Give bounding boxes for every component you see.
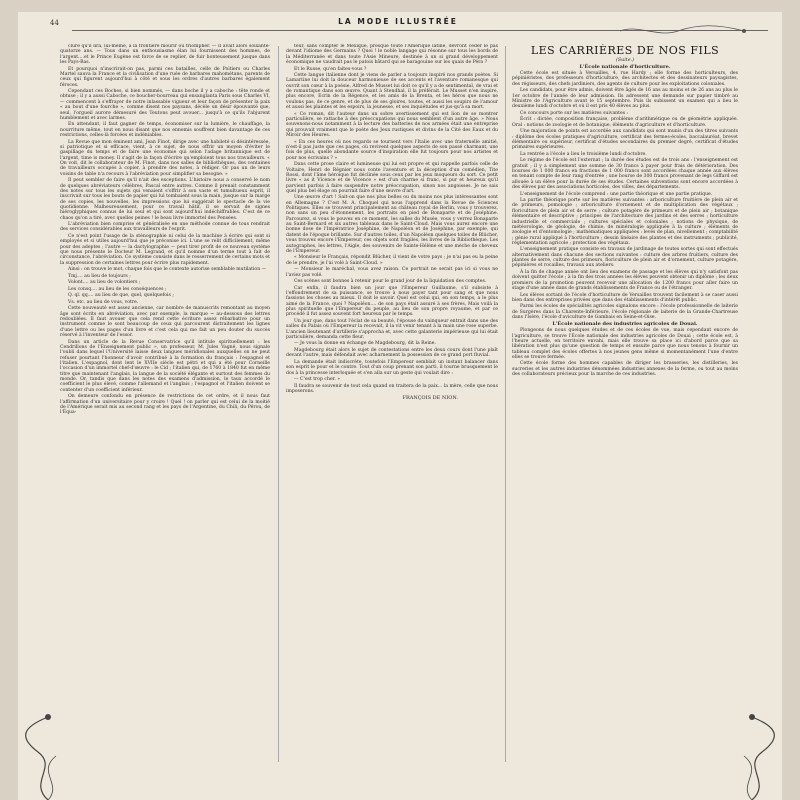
article-paragraph: Et le Russe, qu'en faites-vous ?	[294, 66, 367, 72]
article-paragraph: Vs. etc. au lieu de vous, votre.	[68, 299, 139, 305]
article-paragraph: Ainsi : on trouve le mot, chaque fois que le contexte autorise semblable mutilation —	[68, 267, 267, 273]
article-paragraph: L'enseignement pratique consiste en travaux de jardinage de toutes sortes qui sont effectués alternativement dans chacune des sections suivantes : culture des arbres fruitiers, culture des plantes de serre, culture des primeurs, floriculture de plein air et d'ornement, culture potagère, pépinières et rocailles, travaux aux ateliers.	[512, 247, 738, 269]
article-paragraph: La rentrée a l'école a lieu le troisième lundi d'octobre.	[520, 151, 647, 157]
article-paragraph: Cette nouveauté est assez ancienne, car nombre de manuscrits remontant au moyen âge sont écrits en abréviation, avec par exemple, la marque ~ au-dessous des lettres redoublées. Il faut avouer que cela rend cette écriture assez rébarbative pour un instrument comme le sont beaucoup de ceux qui parcourent distraitement les lignes d'une lettre ou les pages d'un livre et c'est cela qui me fait un peu douter du succès réservé à l'inventeur de l'essor.	[60, 306, 270, 339]
article-paragraph: Magdebourg était alors le sujet de contestations entre les deux cours dont l'une plaît devant l'autre, mais défendait avec acharnement la possession de ce grand port fluvial.	[286, 348, 498, 359]
article-paragraph: Car enfin, il faudra bien un jour que l'Empereur Guillaume, s'il subsiste à l'effondrement de sa puissance, se trouve à nous payer tant pour sang et que nous fassions les choses au mieux. Il doit le savoir. Quel est celui qui, en son temps, a le plus aimé de la France, quoi ? Napoléon.... de son pays était assuré à ses frères, Mais voilà la plus spirituelle que l'Empereur du peuple, au lieu de son propre royaume, et par ce procédé il fut assez souvent fort heureux par le temps.	[286, 285, 498, 318]
article-paragraph: « Monsieur le Français, répondit Blücher, il vient de votre pays ; je n'ai pas eu la peine de le prendre, je l'ai volé à Saint-Cloud. »	[286, 255, 498, 266]
article-paragraph: La demande était indiscrète, toutefois l'Empereur semblait un instant balancer dans son esprit le pour et le contre. Tout d'un coup prenant son parti, il tourne brusquement le dos à la princesse interloquée et s'en alla sur un geste qui voulait dire :	[286, 359, 498, 376]
article-paragraph: L'abréviation bien comprise et généralisée en une méthode connue de tous rendrait des services considérables aux travailleurs de l'esprit.	[60, 222, 270, 233]
article-paragraph: Les consq.... au lieu de les conséquences ;	[68, 286, 167, 292]
column-right	[512, 44, 738, 756]
article-title: LES CARRIÈRES DE NOS FILS	[530, 44, 720, 57]
article-paragraph: Cette école est située à Versailles, 4, rue Hardy ; elle forme des horticulteurs, des pépiniéristes, des professeurs d'horticulture, des architectes et des dessinateurs paysagistes, des régisseurs, des chefs jardiniers, des agents de culture pour les exploitations coloniales.	[512, 71, 738, 87]
column-divider-right	[505, 46, 506, 762]
article-paragraph: Cette langue italienne dont je viens de parler a toujours inspiré nos grands poètes. Si Lamartine lui doit la douceur harmonieuse de ses accents et l'aventure romanesque qui ouvrit son cœur à la poésie, Alfred de Musset lui doit ce qu'il y a de sentimental, de vrai et de romantique dans son œuvre. Quant à Stendhal, il la préférait. Le Musset n'en inspire, plus encore, Ecrin de la Régence, et les amis de la Brenta, et les héros que nous ne voulons pas, de ce genre, et de plus de ses gloires, toutes, et aussi les soupirs de l'amour et aussi les plaintes et les espoirs, la jeunesse, et ses inquiétudes et jus-qu'à sa mort.	[286, 73, 498, 111]
column-middle	[286, 44, 498, 766]
section-heading-horticulture: L'École nationale d'horticulture.	[579, 63, 671, 70]
article-paragraph: Q. ql. qq.... au lieu de que, quel, quelquefois ;	[68, 293, 174, 299]
article-suite-label: (Suite.)	[616, 58, 634, 63]
article-paragraph: Une œuvre d'art ! Sait-on que nos plus belles ou du moins nos plus intéressantes sont en Allemagne ? C'est M. A. Choquel qui nous l'apprend dans la Revue de Sciences Politiques. Elles se trouvent principalement au château royal de Berlin, vous y trouverez, non sans un peu d'étonnement, les portraits en pied de Bonaparte et de Joséphine. Parcourez, si vous le pouvez en ce moment, les salles du Musée, vous y verrez Bonaparte au Saint-Bernard et six autres tableaux dans le Saint-Cloud. Mais vous aurez encore une bonne dose de l'Impératrice Joséphine, de Napoléon et de Joséphine, par exemple, qui datent de l'époque brillante. Sur d'autres toiles, d'un Napoléon quelques toiles de Blücher, vous trouvez encore l'Empereur, ces objets sont fragiles, les livres de la Bibliothèque. Les autographes, les lettres, l'Aigle, des souvenirs de Sainte-Hélène et une mèche de cheveux de l'Empereur.	[286, 195, 498, 254]
article-paragraph: On demeure confondu en présence de restrictions de cet ordre, et il nous faut l'affirmation d'un universitaire pour y croire ! Quel ! on parler qui est celui de la moitié de l'Amérique serait mis au second rang et les pays de l'Argentine, du Chili, du Pérou, de l'Équa-	[60, 394, 270, 416]
article-paragraph: Les élèves sortant de l'école d'horticulture de Versailles trouvent facilement à se caser aussi bien dans des entreprises privées que dans des établissements d'intérêt public.	[512, 292, 738, 303]
article-paragraph: Ce n'est point l'usage de la sténographie ni celui de la machine à écrire qui sont si employés et si utiles aujourd'hui que je préconise ici. L'une se relit difficilement, même pour des adeptes ; l'autre — la dactylographie — peut tirer profit de ce nouveau système que nous présente le Docteur M. Legrand, et qu'il nomme d'un terme tout à fait de circonstance, l'abréviation. Ce système consiste dans le resserrement de certains mots et la suppression de certaines lettres pour écrire plus rapidement.	[60, 234, 270, 266]
section-heading-douai: L'École nationale des industries agricoles de Douai.	[552, 320, 698, 327]
article-paragraph: clure qu'il lira, lui-même, à la frontière mourir ou triompher. — Il avait alors soixante-quatorze ans. — Tous dans un enthousiasme élan lui fournissent des hommes, de l'argent....et le Prince Eugène est force de se replier, de fuir honteusement jusque dans les Pays-Bas.	[60, 44, 270, 66]
article-paragraph: « En ces heures où nos regards se tournent vers l'Italie avec une fraternelle amitié, n'est-il pas juste que ces pages, où revivent quelques aspects de son passé charmant, une fois de plus, quelle abondante source d'inspiration elle fut toujours pour nos artistes et pour nos écrivains ? »	[286, 139, 498, 161]
header-ornament-flourish	[618, 22, 748, 40]
column-left	[60, 44, 270, 756]
article-paragraph: Plongeons de nous quelques études et de ces écoles de vue, mais cependant encore de l'agriculture, se trouve l'École nationale des industries agricoles de Douai ; cette école est, à l'heure actuelle, en territoire envahi, mais elle trouve sa place ici d'abord parce que sa libération n'est plus qu'une question de temps et ensuite parce que nous tenons à fournir un tableau complet des écoles offertes à nos jeunes gens même si momentanément l'une d'entre elles se trouve fermée.	[512, 328, 738, 360]
article-paragraph: Ce concours porte sur les matières suivantes :	[520, 110, 629, 116]
article-paragraph: Cette école forme des hommes capables de diriger les brasseries, les distilleries, les sucreries et les autres industries dénommées industries annexes de la ferme, ou tout au moins des collaborateurs précieux pour la marche de ces industries.	[512, 361, 738, 378]
article-paragraph: « Ce roman, dit l'auteur dans un sobre avertissement qui est lion de se montrer particulière, se rattache à des préoccupations qui nous semblent d'un autre âge. » Nous souvenons-nous notamment à la lecture des batteries de nos armées était une entreprise qui prouvait vraiment que le poète des Jeux rustiques et divins de la Cité des Eaux et du Miroir des Heures.	[286, 111, 498, 139]
article-paragraph: Il peut sembler de faire qu'il n'ait des exceptions. L'histoire nous a conservé le nom de quelques abréviateurs célèbres, Pascal entre autres. Comme il prenait constamment des notes sur tous les sujets qui venaient s'offrir à son vaste et tumultueux esprit, il inscrivait sur tous les bouts de papier qui lui tombaient sous la main, jusque sur la marge de ses copies, les nouvelles, les impressions que lui suggérait le spectacle de la vie quotidienne. Malheureusement, pour ce travail hâtif, il se servait de signes hiéroglyphiques connus de lui seul et qui sont aujourd'hui indéchiffrables. C'est de ce chaos qu'on a tiré, avec quelles peines ! le beau livre immortel des Pensées.	[60, 178, 270, 221]
article-paragraph: Ces scènes sont bonnes à retenir pour le grand jour de la liquidation des comptes.	[294, 279, 487, 285]
article-paragraph: Parmi les écoles de spécialités agricoles signalons encore : l'école professionnelle de laiterie de Surgères dans la Charente-Inférieure, l'école régionale de laiterie de la Grande-Chartreuse dans l'Isère, l'école d'aviculture de Gambais en Seine-et-Oise.	[512, 304, 738, 321]
article-paragraph: En attendant, il faut gagner de temps, économiser sur la lumière, le chauffage, la nourriture même, tout en nous disant que nos ennemis souffrent bien davantage de ces restrictions, celles-là forcées et indéniables.	[60, 122, 270, 139]
article-paragraph: La Revue que mon éminent ami, Jean Finot, dirige avec une habileté si désintéressée, si patriotique et si efficace, vient, à ce sujet, de nous offrir un moyen d'éviter le gaspillage du temps et de faire une économie qui selon l'adage britannique est de l'argent, time is money. Il s'agit de la façon d'écrire qu'emploient tous nos travailleurs. « On voit, dit le collaborateur de M. Finot, dans nos salles de bibliothèques, des centaines de travailleurs occupés à copier, à prendre des notes, à rédiger. Or pas un de leurs voisins de table n'a recours à l'abréviation pour simplifier sa besogne. »	[60, 139, 270, 177]
section-body-horticulture	[512, 71, 738, 320]
masthead: LA MODE ILLUSTRÉE	[338, 17, 458, 26]
article-paragraph: Dans cette prose claire et lumineuse qui lui est propre et qui rappelle parfois celle de Voltaire, Henri de Régnier nous conte l'aventure et la déception d'un comédien, Tite Rossi, dont l'âme héroïque fut déclinée sous ceux par les jeux moqueurs du sort. Ce petit livre « as it Vicence et de Vicence » est d'un charme si franc, si pur et heureux qu'il parvient parfois à faire suspendre notre préoccupation, sinon nos angoisses. Je ne sais quel plus bel éloge on pourrait faire d'une œuvre d'art.	[286, 162, 498, 194]
article-paragraph: — Monsieur le maréchal, vous avez raison. Ce portrait ne serait pas ici si vous ne l'aviez pas volé.	[286, 267, 498, 278]
article-paragraph: — C'est trop cher. »	[294, 377, 341, 383]
page-number: 44	[50, 19, 59, 27]
article-paragraph: L'enseignement de l'école comprend : une partie théorique et une partie pratique.	[520, 191, 713, 197]
corner-ornament-right	[722, 712, 782, 800]
article-paragraph: Cependant ces Boches, si bien nommés, — dans boche il y a caboche : tête ronde et obtuse ; il y a aussi Caboche, ce boucher-bourreau qui ensanglanta Paris sous Charles VI, — commencent à s'effrayer de notre inlassable vigueur et leur façon de présenter la paix « au bout d'une fourche », comme disent nos paysans, décèle un désir épouvanté que, seul, l'orgueil aurore démesuré des Teutons peut avouer... jusqu'à ce qu'ils l'abjurent humblement et avec larmes.	[60, 89, 270, 121]
article-paragraph: Tmj.... au lieu de toujours ;	[68, 273, 131, 279]
article-paragraph: Il faudra se souvenir de tout cela quand on traitera de la paix... la mère, celle que nous imposerons.	[286, 383, 498, 394]
article-paragraph: Volont.... au lieu de volontiers ;	[68, 280, 141, 286]
article-paragraph: Écrit : dictée, composition française, problème d'arithmétique ou de géométrie appliquée. Oral : notions de zoologie et de botanique, éléments d'agriculture et d'horticulture.	[512, 117, 738, 128]
article-paragraph: À la fin de chaque année ont lieu des examens de passage et les élèves qui n'y satisfont pas doivent quitter l'école ; à la fin des trois années les élèves peuvent obtenir un diplôme ; les deux premiers de la promotion peuvent recevoir une allocation de 1200 francs pour aller faire un stage d'une année dans de grands établissements de France ou de l'étranger.	[512, 269, 738, 291]
article-paragraph: Le régime de l'école est l'externat ; la durée des études est de trois ans : l'enseignement est gratuit ; il y a simplement une somme de 30 francs à payer pour frais de détérioration. Des bourses de 1 000 francs en fractions de 1 000 francs sont accordées chaque année aux élèves en tenant compte de leur rang d'entrée ; une bourse de 300 francs provenant de legs Giffard est allouée à un élève pour la durée de ses études. Certaines subventions sont encore accordées à des élèves par des associations horticoles, des villes, des départements.	[512, 158, 738, 191]
article-paragraph: Un jour que, dans tout l'éclat de sa beauté, l'épouse du vainqueur entrait dans une des salles du Palais où l'Empereur la recevait, il la vit venir tenant à la main une rose superbe. L'ancien lieutenant d'artillerie s'approcha et, avec cette galanterie impérieuse qui lui était particulière, demanda cette fleur.	[286, 318, 498, 340]
article-paragraph: Dans un article de la Revue Conservatrice qu'il intitule spirituellement : les Cendrillons de l'Enseignement public », un professeur, M. Jules Vagné, nous signale l'oubli dans lequel l'Université laisse deux langues méridionales auxquelles on ne peut refuser pourtant l'honneur d'avoir contribué à la formation du français : l'espagnol et l'italien. L'espagnol, dont lent le XVIIe siècle est pétri et qui a été pour Corneille l'occasion d'un immortel chef-d'œuvre : le Cid ; l'italien qui, de 1760 à 1840 fut en même titre que maintenant l'anglais, la langue de la société élégante et surtout des femmes du monde. Or, tandis que dans les notes des examens d'admission, le taux accordé le coefficient le plus élevé, comme l'allemand et l'anglais ; l'espagnol et l'italien doivent se contenter d'un coefficient inférieur.	[60, 339, 270, 393]
article-paragraph: Et pourquoi n'inscrirait-on pas, parmi ces batailles, celle de Poitiers ou Charles Martel sauva la France et la civilisation d'une ruée de barbares mahométans, parents de ceux qui figurent aujourd'hui à côté et sous les ordres d'autres barbares également féroces.	[60, 66, 270, 88]
article-paragraph: Une majoration de points est accordée aux candidats qui sont munis d'un des titres suivants : diplôme des écoles pratiques d'agriculture, certificat des fermes-écoles, baccalauréat, brevet élémentaire ou supérieur, certificat d'études secondaires du premier degré, certificat d'études primaires supérieures.	[512, 129, 738, 151]
corner-ornament-left	[18, 712, 78, 800]
column-divider-left	[278, 46, 279, 762]
article-paragraph: La partie théorique porte sur les matières suivantes : arboriculture fruitière de plein air et de primeurs, pomologie ; arboriculture d'ornement et de multiplication des végétaux ; floriculture de plein air et de serre ; culture potagère de primeurs et de plein air ; botanique élémentaire et descriptive ; principes de l'architecture des jardins et des serres ; horticulture industrielle et commerciale ; cultures spéciales et coloniales ; notions de physique, de météorologie, de géologie, de chimie, de minéralogie appliquée à la culture ; éléments de zoologie et d'entomologie ; mathématiques appliquées : levés de plan, nivellement ; comptabilité ; génie rural appliqué à l'horticulture ; dessin linéaire des plantes et des instruments ; publicité, réglementation agricole ; protection des végétaux.	[512, 198, 738, 246]
article-paragraph: — Je vous la donne en échange de Magdebourg, dit la Reine.	[294, 341, 436, 347]
author-signature: FRANÇOIS DE NION.	[402, 394, 458, 401]
page	[18, 12, 782, 800]
article-paragraph: teur, sans compter le Mexique, presque toute l'Amérique latine, devront céder le pas devant l'idiome des Germains ? Quoi ! le noble langage qui résonne sur tous les bords de la Méditerranée et dans toute l'Asie Mineure, destinée à un si grand développement économique ne vaudrait pas le patois bâtard qui se baragouine sur les quais de Péra ?	[286, 44, 498, 66]
section-body-douai	[512, 328, 738, 377]
article-paragraph: Les candidats, pour être admis, doivent être âgés de 16 ans au moins et de 26 ans au plus le 1er octobre de l'année de leur admission. Ils adressent une demande sur papier timbré au Ministre de l'Agriculture avant le 15 septembre. Puis ils subissent un examen qui a lieu le deuxième lundi d'octobre et où il est pris 40 élèves au plus.	[512, 88, 738, 110]
